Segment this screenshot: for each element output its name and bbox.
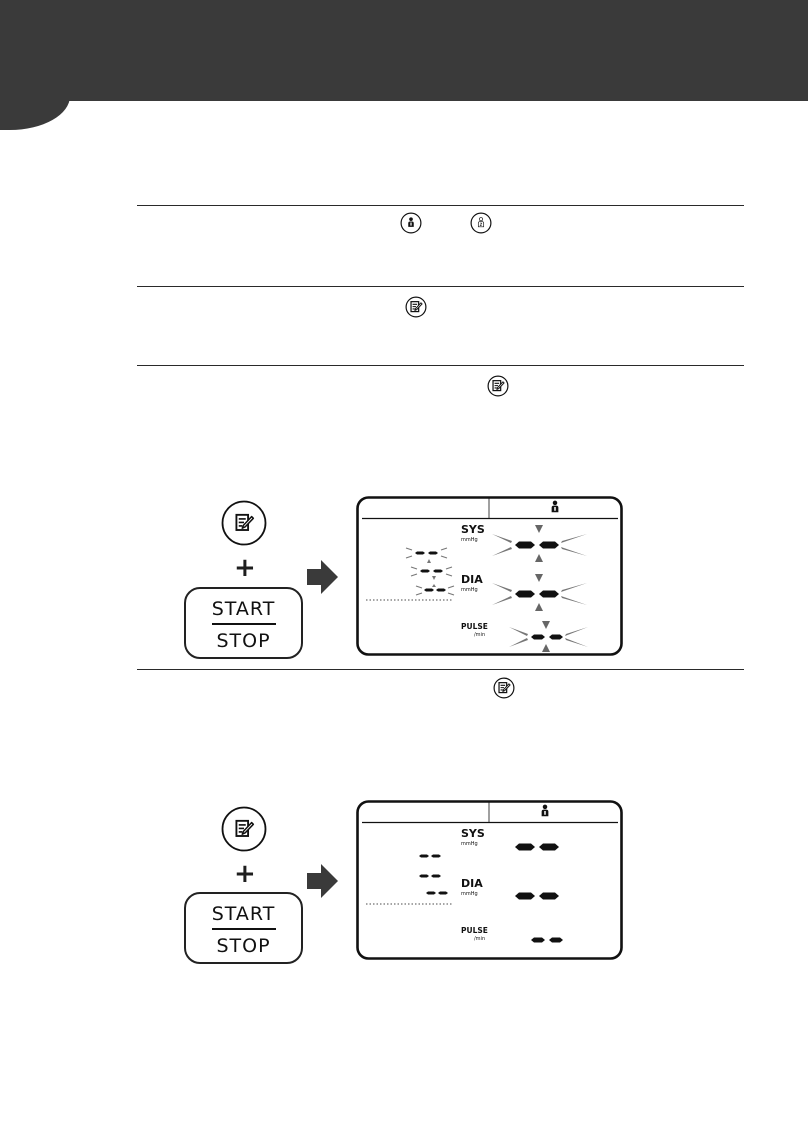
user-1-icon [400, 212, 422, 234]
user-2-icon [470, 212, 492, 234]
stop-label: STOP [216, 935, 271, 957]
lcd-display-steady [356, 800, 623, 960]
step-4-divider [137, 669, 744, 670]
sys-unit: mmHg [461, 537, 478, 543]
start-stop-divider [212, 928, 276, 930]
start-stop-button[interactable] [184, 587, 303, 659]
memory-button[interactable] [221, 500, 267, 546]
stop-label: STOP [216, 630, 271, 652]
memory-icon [487, 375, 509, 397]
sys-unit: mmHg [461, 841, 478, 847]
memory-button[interactable] [221, 806, 267, 852]
pulse-label: PULSE [461, 926, 488, 935]
arrow-right-icon [305, 864, 339, 898]
arrow-right-icon [305, 560, 339, 594]
memory-icon [405, 296, 427, 318]
start-stop-divider [212, 623, 276, 625]
sys-label: SYS [461, 523, 485, 536]
start-label: START [211, 598, 276, 620]
memory-icon [493, 677, 515, 699]
step-2-divider [137, 286, 744, 287]
dia-unit: mmHg [461, 587, 478, 593]
pulse-unit: /min [474, 936, 486, 942]
lcd-display-flashing [356, 496, 623, 656]
pulse-label: PULSE [461, 622, 488, 631]
dia-unit: mmHg [461, 891, 478, 897]
header-bar [0, 0, 808, 101]
header-tab [0, 96, 70, 130]
step-3-divider [137, 365, 744, 366]
start-label: START [211, 903, 276, 925]
plus-sign: + [234, 553, 256, 583]
start-stop-button[interactable] [184, 892, 303, 964]
step-1-divider [137, 205, 744, 206]
plus-sign: + [234, 859, 256, 889]
dia-label: DIA [461, 573, 483, 586]
pulse-unit: /min [474, 632, 486, 638]
dia-label: DIA [461, 877, 483, 890]
sys-label: SYS [461, 827, 485, 840]
